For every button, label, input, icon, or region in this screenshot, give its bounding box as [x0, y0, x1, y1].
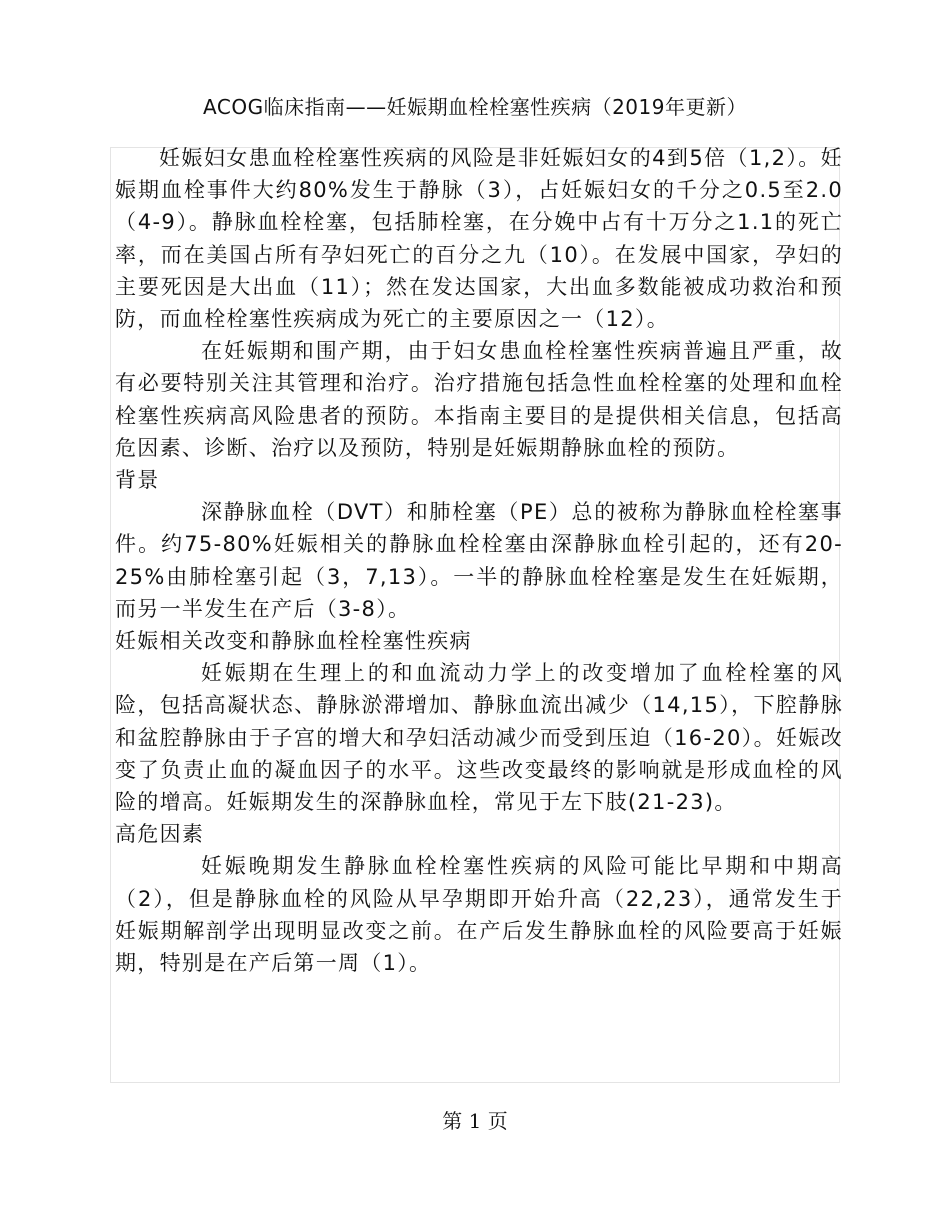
section-heading-background: 背景 — [115, 468, 160, 493]
section-heading-risk-factors: 高危因素 — [115, 822, 205, 847]
paragraph-background: 深静脉血栓（DVT）和肺栓塞（PE）总的被称为静脉血栓栓塞事件。约75-80%妊娠相关的静脉血栓栓塞由深静脉血栓引起的，还有20-25%由肺栓塞引起（3，7,13）。一半的静脉血栓栓塞是发生在妊娠期，而另一半发生在产后（3-8）。 — [115, 500, 843, 621]
page-title: ACOG临床指南——妊娠期血栓栓塞性疾病（2019年更新） — [203, 95, 747, 119]
paragraph-risk-factors: 妊娠晚期发生静脉血栓栓塞性疾病的风险可能比早期和中期高（2），但是静脉血栓的风险从早孕期即开始升高（22,23），通常发生于妊娠期解剖学出现明显改变之前。在产后发生静脉血栓的风险要高于妊娠期，特别是在产后第一周（1）。 — [115, 854, 843, 976]
page-number: 第 1 页 — [442, 1109, 508, 1133]
section-heading-pregnancy-changes: 妊娠相关改变和静脉血栓栓塞性疾病 — [115, 629, 472, 654]
paragraph-intro: 妊娠妇女患血栓栓塞性疾病的风险是非妊娠妇女的4到5倍（1,2）。妊娠期血栓事件大约80%发生于静脉（3），占妊娠妇女的千分之0.5至2.0（4-9）。静脉血栓栓塞，包括肺栓塞，在分娩中占有十万分之1.1的死亡率，而在美国占所有孕妇死亡的百分之九（10）。在发展中国家，孕妇的主要死因是大出血（11）；然在发达国家，大出血多数能被成功救治和预防，而血栓栓塞性疾病成为死亡的主要原因之一（12）。 — [115, 146, 843, 332]
paragraph-purpose: 在妊娠期和围产期，由于妇女患血栓栓塞性疾病普遍且严重，故有必要特别关注其管理和治疗。治疗措施包括急性血栓栓塞的处理和血栓栓塞性疾病高风险患者的预防。本指南主要目的是提供相关信息，包括高危因素、诊断、治疗以及预防，特别是妊娠期静脉血栓的预防。 — [115, 339, 843, 460]
document-body — [115, 142, 843, 979]
paragraph-pregnancy-changes: 妊娠期在生理上的和血流动力学上的改变增加了血栓栓塞的风险，包括高凝状态、静脉淤滞增加、静脉血流出减少（14,15），下腔静脉和盆腔静脉由于子宫的增大和孕妇活动减少而受到压迫（16-20）。妊娠改变了负责止血的凝血因子的水平。这些改变最终的影响就是形成血栓的风险的增高。妊娠期发生的深静脉血栓，常见于左下肢(21-23)。 — [115, 661, 843, 815]
